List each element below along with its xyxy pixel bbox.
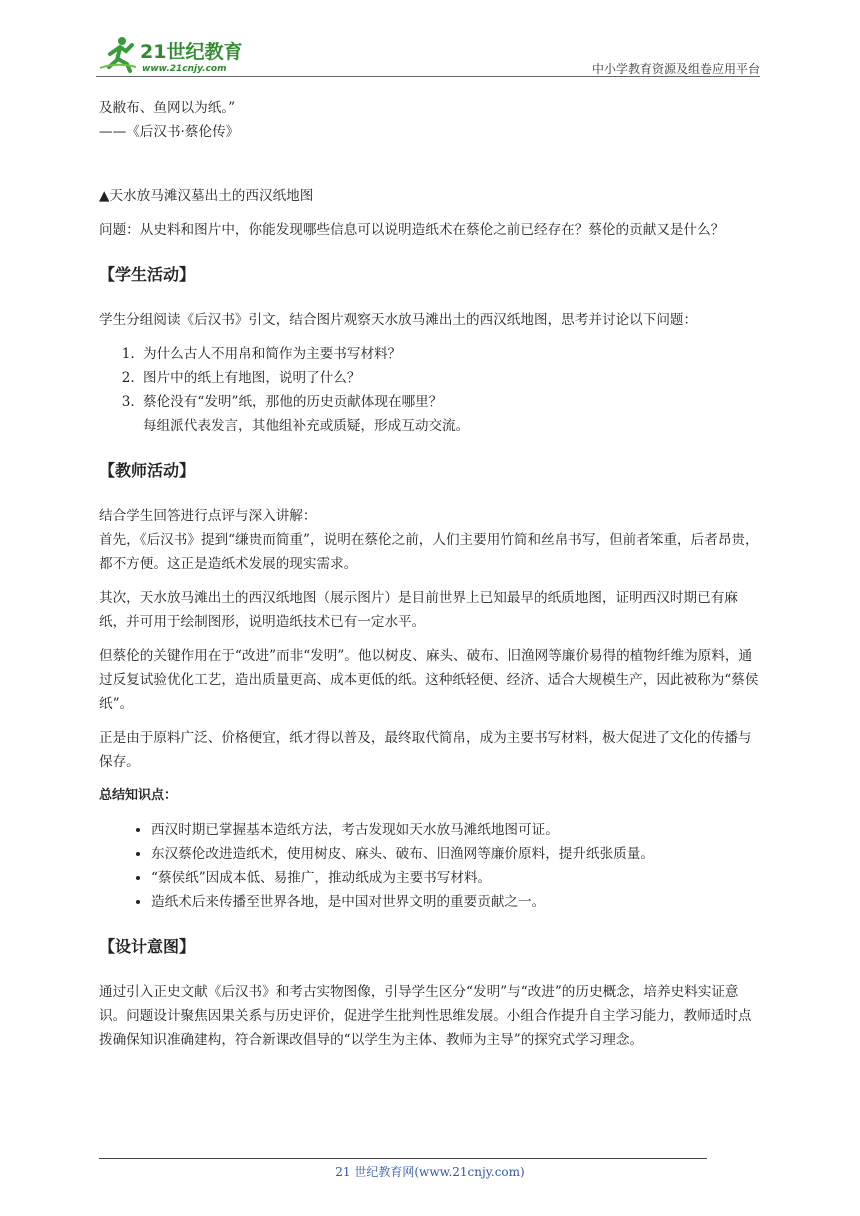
list-item: • 东汉蔡伦改进造纸术，使用树皮、麻头、破布、旧渔网等廉价原料，提升纸张质量。	[151, 842, 763, 866]
teacher-activity-heading: 【教师活动】	[99, 461, 196, 480]
list-item: 1. 为什么古人不用帛和简作为主要书写材料？	[139, 342, 763, 366]
student-activity-heading: 【学生活动】	[99, 265, 196, 284]
design-intent-heading: 【设计意图】	[99, 937, 196, 956]
teacher-paragraph: 其次，天水放马滩出土的西汉纸地图（展示图片）是目前世界上已知最早的纸质地图，证明西汉时期已有麻纸，并可用于绘制图形，说明造纸技术已有一定水平。	[99, 590, 738, 630]
platform-name: 中小学教育资源及组卷应用平台	[591, 62, 760, 76]
teacher-paragraph: 首先，《后汉书》提到“缣贵而简重”，说明在蔡伦之前，人们主要用竹简和丝帛书写，但前者笨重，后者昂贵，都不方便。这正是造纸术发展的现实需求。	[99, 532, 759, 572]
svg-text:21世纪教育: 21世纪教育	[140, 41, 243, 63]
svg-text:www.21cnjy.com: www.21cnjy.com	[142, 64, 227, 74]
teacher-paragraph: 正是由于原料广泛、价格便宜，纸才得以普及，最终取代简帛，成为主要书写材料，极大促进了文化的传播与保存。	[99, 730, 752, 770]
question-text: 问题：从史料和图片中，你能发现哪些信息可以说明造纸术在蔡伦之前已经存在？蔡伦的贡献又是什么？	[99, 222, 725, 238]
footer-divider	[99, 1158, 707, 1159]
list-item: 3. 蔡伦没有“发明”纸，那他的历史贡献体现在哪里？	[139, 390, 763, 414]
teacher-paragraph: 但蔡伦的关键作用在于“改进”而非“发明”。他以树皮、麻头、破布、旧渔网等廉价易得的植物纤维为原料，通过反复试验优化工艺，造出质量更高、成本更低的纸。这种纸轻便、经济、适合大规模生产，因此被称为“蔡侯纸”。	[99, 648, 759, 712]
student-note: 每组派代表发言，其他组补充或质疑，形成互动交流。	[143, 418, 470, 434]
student-question-list	[99, 342, 763, 414]
list-item: • 造纸术后来传播至世界各地，是中国对世界文明的重要贡献之一。	[151, 890, 763, 914]
document-body	[99, 96, 763, 1052]
image-caption: ▲天水放马滩汉墓出土的西汉纸地图	[99, 188, 314, 204]
design-intent-text: 通过引入正史文献《后汉书》和考古实物图像，引导学生区分“发明”与“改进”的历史概念，培养史料实证意识。问题设计聚焦因果关系与历史评价，促进学生批判性思维发展。小组合作提升自主学习能力，教师适时点拨确保知识准确建构，符合新课改倡导的“以学生为主体、教师为主导”的探究式学习理念。	[99, 984, 752, 1048]
teacher-intro: 结合学生回答进行点评与深入讲解：	[99, 508, 317, 524]
list-item: • 西汉时期已掌握基本造纸方法，考古发现如天水放马滩纸地图可证。	[151, 818, 763, 842]
student-intro: 学生分组阅读《后汉书》引文，结合图片观察天水放马滩出土的西汉纸地图，思考并讨论以下问题：	[99, 312, 698, 328]
page-header	[96, 30, 760, 76]
header-divider	[96, 76, 760, 77]
summary-list	[99, 818, 763, 914]
list-item: • “蔡侯纸”因成本低、易推广，推动纸成为主要书写材料。	[151, 866, 763, 890]
footer-link[interactable]: 21 世纪教育网(www.21cnjy.com)	[335, 1165, 525, 1179]
quote-source: ——《后汉书·蔡伦传》	[99, 124, 240, 140]
list-item: 2. 图片中的纸上有地图，说明了什么？	[139, 366, 763, 390]
runner-icon	[100, 37, 136, 71]
site-logo	[96, 34, 266, 74]
summary-heading: 总结知识点：	[99, 788, 178, 803]
quote-line: 及敝布、鱼网以为纸。”	[99, 100, 236, 116]
